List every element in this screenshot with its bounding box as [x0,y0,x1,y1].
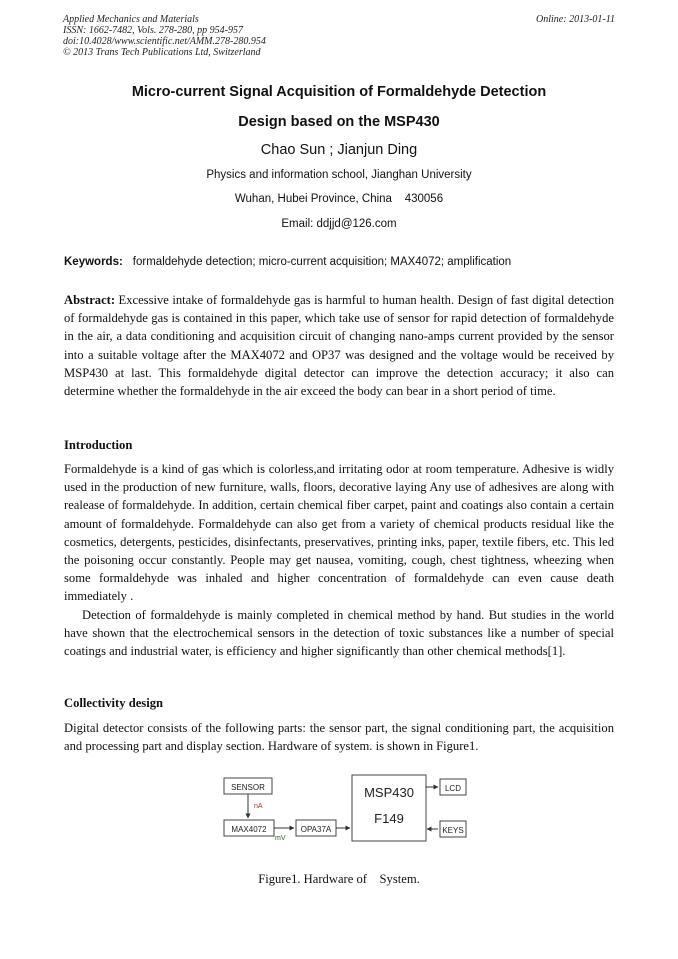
lcd-label: LCD [444,784,462,793]
collectivity-heading: Collectivity design [64,696,163,710]
mv-label: mV [275,835,286,842]
f149-label: F149 [374,811,404,826]
keywords-text: formaldehyde detection; micro-current acquisition; MAX4072; amplification [132,256,512,268]
msp430-label: MSP430 [364,785,414,800]
keywords [64,256,511,268]
hardware-block-diagram [220,773,470,843]
email: Email: ddjjd@126.com [281,218,397,230]
intro-paragraph-1: Formaldehyde is a kind of gas which is colorless,and irritating odor at room temperature. Adhesive is widly used in the production of new furniture, walls, floors, decorative laying Any use of adhesives are along with realease of formaldehyde. In addition, certain chemical fiber carpet, paint and coatings also contain a certain amount of formaldehyde. Formaldehyde can also get from a variety of chemical products residual like the cosmetics, detergents, pesticides, disinfectants, preservatives, printing inks, paper, textile fibers, etc. This led the poisoning occur constantly. People may get nausea, vomiting, cough, chest tightness, wheezing when some formaldehyde was inhaled and higher concentration of formaldehyde can even cause death immediately . [64,462,614,604]
max4072-label: MAX4072 [231,825,267,834]
affiliation-line-1: Physics and information school, Jianghan University [206,169,472,181]
introduction-heading: Introduction [64,438,133,452]
authors: Chao Sun ; Jianjun Ding [260,142,418,158]
copyright: © 2013 Trans Tech Publications Ltd, Switzerland [63,47,261,58]
collectivity-paragraph: Digital detector consists of the following parts: the sensor part, the signal conditioning part, the acquisition and processing part and display section. Hardware of system. is shown in Figure1. [64,721,614,754]
abstract-text: Excessive intake of formaldehyde gas is harmful to human health. Design of fast digital detection of formaldehyde gas is contained in this paper, which take use of sensor for rapid detection of formaldehyde in the air, a data conditioning and acquisition circuit of changing nano-amps current provided by the sensor into a suitable voltage after the MAX4072 and OP37 was designed and the voltage would be received by MSP430 at last. This formaldehyde digital detector can improve the detection accuracy; it also can determine whether the formaldehyde in the air exceed the body can bear in a short period of time. [64,293,614,399]
opa37a-label: OPA37A [300,825,332,834]
keywords-label: Keywords: [64,256,123,268]
figure-caption: Figure1. Hardware of System. [258,872,420,886]
na-label: nA [254,803,263,810]
affiliation-line-2: Wuhan, Hubei Province, China 430056 [234,193,444,205]
issn: ISSN: 1662-7482, Vols. 278-280, pp 954-957 [63,25,243,36]
keys-label: KEYS [442,826,464,835]
abstract-label: Abstract: [64,293,116,307]
title-line-2: Design based on the MSP430 [238,114,440,130]
intro-paragraph-2: Detection of formaldehyde is mainly completed in chemical method by hand. But studies in the world have shown that the electrochemical sensors in the detection of toxic substances like a number of special coatings and industrial water, is efficiency and higher significantly than other chemical methods[1]. [64,607,614,659]
introduction-body [64,460,614,660]
title-line-1: Micro-current Signal Acquisition of Formaldehyde Detection [131,84,547,100]
abstract [64,291,614,400]
sensor-label: SENSOR [231,783,265,792]
doi: doi:10.4028/www.scientific.net/AMM.278-280.954 [63,36,266,47]
journal-name: Applied Mechanics and Materials [63,14,199,25]
journal-header [63,14,266,58]
online-date: Online: 2013-01-11 [536,14,615,25]
